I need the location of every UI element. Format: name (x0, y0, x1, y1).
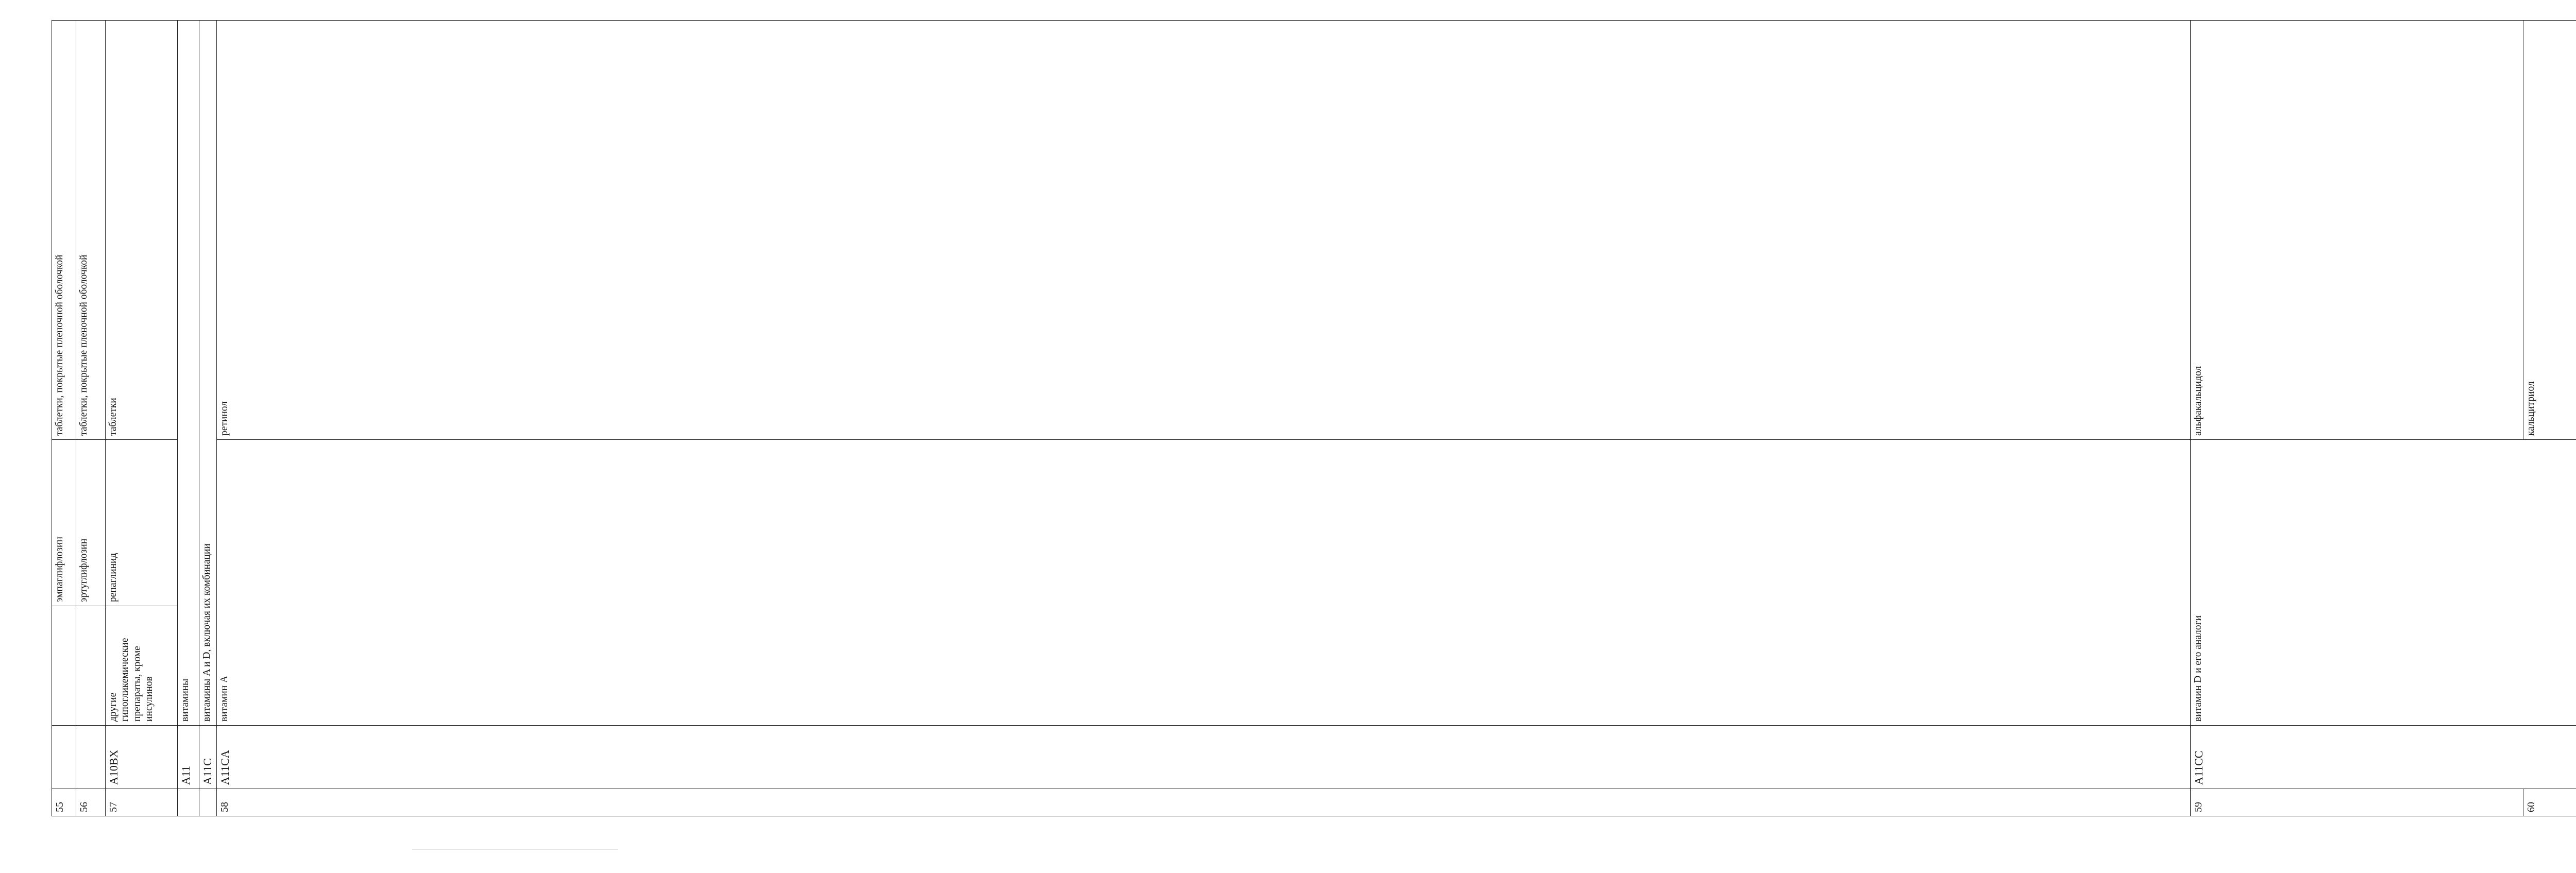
drug-list-table (52, 20, 2576, 816)
atc-code: A11CC (2191, 726, 2576, 789)
substance-name: альфакальцидол (2191, 21, 2523, 440)
table-row (178, 21, 199, 816)
row-number: 55 (52, 789, 76, 816)
group-name (52, 606, 76, 726)
table-row (217, 21, 281, 816)
group-name: витамины A и D, включая их комбинации (199, 21, 217, 726)
row-number: 57 (106, 789, 178, 816)
group-name (76, 606, 106, 726)
substance-name: эмпаглифлозин (52, 440, 76, 606)
atc-code (52, 726, 76, 789)
table-row (199, 21, 217, 816)
row-number: 60 (2523, 789, 2576, 816)
row-number: 59 (2191, 789, 2523, 816)
atc-code: A11 (178, 726, 199, 789)
substance-name: репаглинид (106, 440, 178, 606)
substance-name: ретинол (217, 21, 2191, 440)
row-number: 58 (217, 789, 2191, 816)
atc-code (76, 726, 106, 789)
dosage-form: таблетки, покрытые пленочной оболочкой (76, 21, 106, 440)
dosage-form: таблетки (106, 21, 178, 440)
atc-code: A11CA (217, 726, 2191, 789)
table-row (106, 21, 178, 816)
row-number (178, 789, 199, 816)
group-name: витамины (178, 21, 199, 726)
group-name: другие гипогликемические препараты, кроме инсулинов (106, 606, 178, 726)
dosage-form: таблетки, покрытые пленочной оболочкой (52, 21, 76, 440)
table-row (2191, 21, 2435, 816)
substance-name: эртуглифлозин (76, 440, 106, 606)
group-name: витамин D и его аналоги (2191, 440, 2576, 726)
atc-code: A10BX (106, 726, 178, 789)
group-name: витамин A (217, 440, 2191, 726)
table-row (52, 21, 76, 816)
rotated-page (52, 21, 2537, 816)
table-row (76, 21, 106, 816)
atc-code: A11C (199, 726, 217, 789)
substance-name: кальцитриол (2523, 21, 2576, 440)
row-number (199, 789, 217, 816)
row-number: 56 (76, 789, 106, 816)
